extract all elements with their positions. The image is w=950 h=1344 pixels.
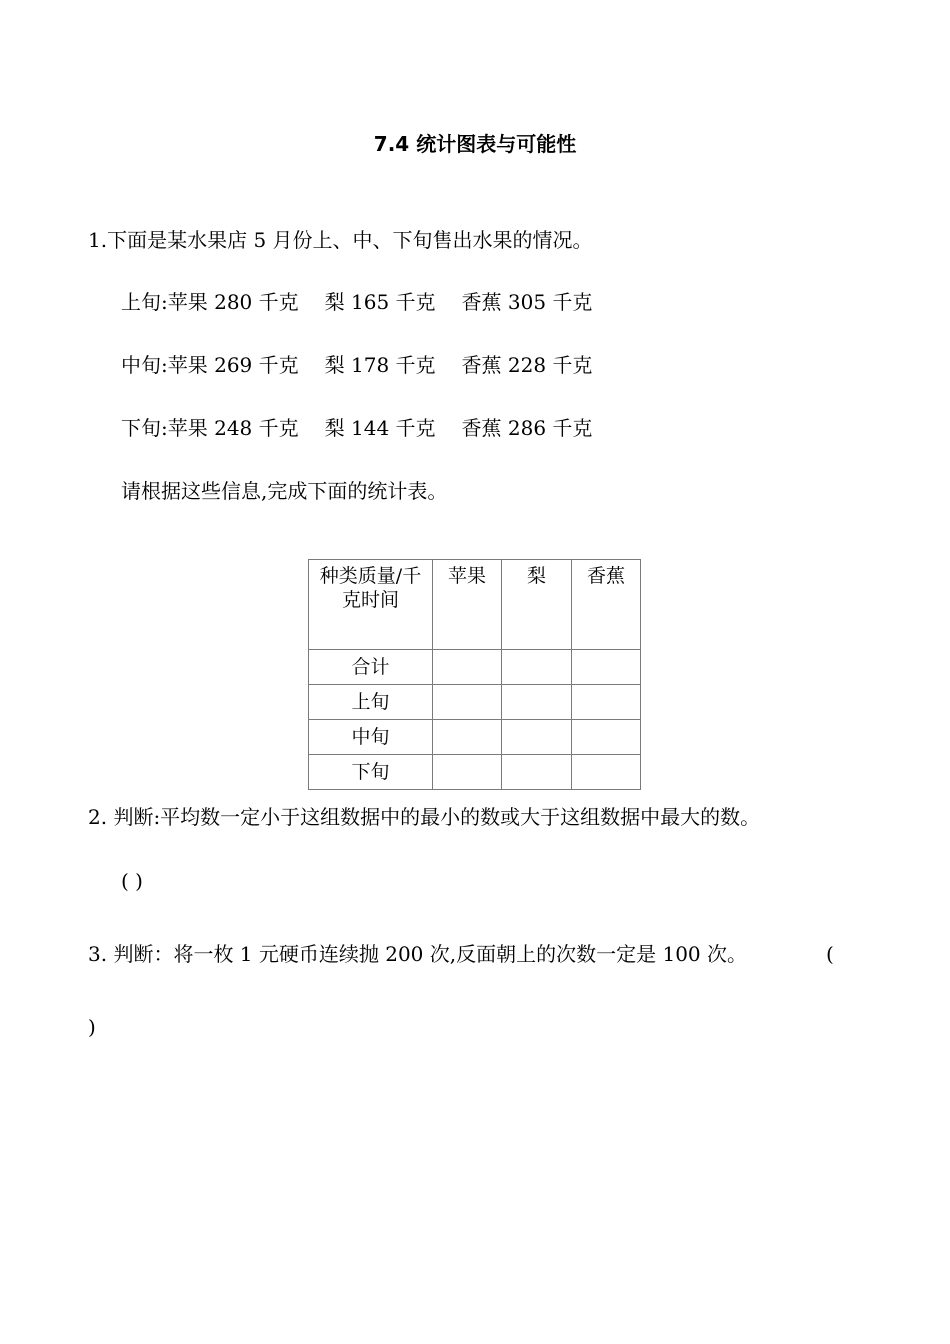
apple-amount: 苹果 248 千克	[167, 416, 299, 440]
row-label-early: 上旬	[309, 685, 433, 720]
header-apple: 苹果	[433, 560, 502, 650]
answer-cell[interactable]	[502, 755, 572, 790]
banana-amount: 香蕉 228 千克	[461, 353, 593, 377]
table-row	[309, 755, 641, 790]
statistics-table	[308, 559, 641, 790]
answer-cell[interactable]	[433, 685, 502, 720]
data-row-middle	[121, 351, 592, 379]
question-2-answer-blank[interactable]: ( )	[121, 869, 143, 893]
table-row	[309, 650, 641, 685]
question-3-answer-open[interactable]: (	[826, 942, 834, 966]
answer-cell[interactable]	[502, 650, 572, 685]
answer-cell[interactable]	[433, 720, 502, 755]
table-header-row	[309, 560, 641, 650]
question-1-instruction: 请根据这些信息,完成下面的统计表。	[121, 479, 448, 503]
question-3-text: 3. 判断：将一枚 1 元硬币连续抛 200 次,反面朝上的次数一定是 100 次。	[88, 942, 748, 966]
question-3-answer-close[interactable]: )	[88, 1015, 96, 1039]
answer-cell[interactable]	[433, 650, 502, 685]
row-label-total: 合计	[309, 650, 433, 685]
answer-cell[interactable]	[502, 720, 572, 755]
header-pear: 梨	[502, 560, 572, 650]
banana-amount: 香蕉 305 千克	[461, 290, 593, 314]
question-1-prompt: 1.下面是某水果店 5 月份上、中、下旬售出水果的情况。	[88, 228, 593, 252]
answer-cell[interactable]	[572, 755, 641, 790]
corner-label: 种类质量/千克时间	[319, 565, 422, 611]
banana-amount: 香蕉 286 千克	[461, 416, 593, 440]
question-2-text: 2. 判断:平均数一定小于这组数据中的最小的数或大于这组数据中最大的数。	[88, 805, 761, 829]
period-label: 下旬:	[121, 416, 168, 440]
answer-cell[interactable]	[572, 650, 641, 685]
apple-amount: 苹果 269 千克	[167, 353, 299, 377]
table-row	[309, 720, 641, 755]
table-row	[309, 685, 641, 720]
data-row-early	[121, 288, 592, 316]
answer-cell[interactable]	[572, 720, 641, 755]
period-label: 上旬:	[121, 290, 168, 314]
answer-cell[interactable]	[502, 685, 572, 720]
pear-amount: 梨 144 千克	[324, 416, 436, 440]
apple-amount: 苹果 280 千克	[167, 290, 299, 314]
pear-amount: 梨 165 千克	[324, 290, 436, 314]
answer-cell[interactable]	[572, 685, 641, 720]
header-banana: 香蕉	[572, 560, 641, 650]
period-label: 中旬:	[121, 353, 168, 377]
table-corner-cell	[309, 560, 433, 650]
pear-amount: 梨 178 千克	[324, 353, 436, 377]
data-row-late	[121, 414, 592, 442]
row-label-late: 下旬	[309, 755, 433, 790]
row-label-middle: 中旬	[309, 720, 433, 755]
answer-cell[interactable]	[433, 755, 502, 790]
page-title: 7.4 统计图表与可能性	[373, 132, 577, 156]
